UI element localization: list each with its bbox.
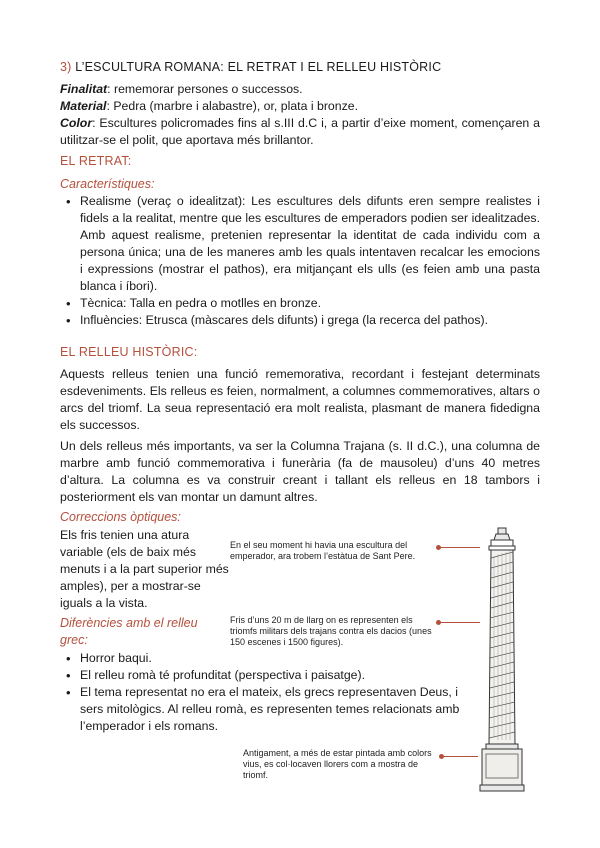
relleu-paragraph-1: Aquests relleus tenien una funció rememorativa, recordant i festejant determinats esdeveniments. Els relleus es feien, normalment, a columnes commemoratives, altars o arcs del triomf. La seua representació era molt realista, plasmant de manera fidedigna els successos. [60, 367, 540, 432]
list-item: • Influències: Etrusca (màscares dels difunts) i grega (la recerca del pathos). [60, 312, 540, 329]
list-item: • El tema representat no era el mateix, els grecs representaven Deus, i sers mitològics. Al relleu romà, es representen temes relacionats amb l’emperador i els romans. [60, 684, 460, 735]
list-item: • Horror baqui. [60, 650, 460, 667]
finalitat-text: : rememorar persones o successos. [107, 82, 303, 96]
correccions-heading: Correccions òptiques: [60, 510, 181, 524]
color-line [60, 115, 540, 149]
list-item: • Realisme (veraç o idealitzat): Les escultures dels difunts eren sempre realistes i fidels a la realitat, mentre que les escultures de emperadors podien ser idealitzades. Amb aquest realisme, pretenien representar la identitat de cada individu com a persona única; una de les maneres amb les quals intentaven recalcar les emocions i expressions (mostrar el pathos), era mitjançant els ulls (es feien amb una pasta blanca i íbori). [60, 193, 540, 295]
annotation-bottom: Antigament, a més de estar pintada amb colors vius, es col·locaven llorers com a mostra de triomf. [243, 748, 432, 780]
relleu-heading: EL RELLEU HISTÒRIC: [60, 345, 198, 359]
page-title [60, 60, 540, 74]
annotation-top: En el seu moment hi havia una escultura del emperador, ara trobem l’estàtua de Sant Pere. [230, 540, 416, 561]
title-text: L’ESCULTURA ROMANA: EL RETRAT I EL RELLEU HISTÒRIC [75, 60, 442, 74]
retrat-list [60, 193, 540, 329]
material-text: : Pedra (marbre i alabastre), or, plata i bronze. [106, 99, 359, 113]
correccions-text: Els fris tenien una atura variable (els de baix més menuts i a la part superior més amples), per a mostrar-se iguals a la vista. [60, 528, 229, 610]
finalitat-line [60, 81, 540, 98]
title-number: 3) [60, 60, 72, 74]
retrat-heading: EL RETRAT: [60, 154, 132, 168]
diferencies-list [60, 650, 460, 735]
list-item: • El relleu romà té profunditat (perspectiva i paisatge). [60, 667, 460, 684]
relleu-paragraph-2: Un dels relleus més importants, va ser la Columna Trajana (s. II d.C.), una columna de marbre amb funció commemorativa i funerària (fa de mausoleu) d’uns 40 metres d’altura. La columna es va construir creant i tallant els relleus en 18 tambors i posteriorment els van montar un damunt altres. [60, 439, 540, 504]
annotation-middle: Fris d’uns 20 m de llarg on es representen els triomfs militars dels trajans contra els dacios (unes 150 escenes i 1500 figures). [230, 615, 432, 647]
material-line [60, 98, 540, 115]
diferencies-heading: Diferències amb el relleu grec: [60, 616, 198, 647]
retrat-subheading: Característiques: [60, 177, 155, 191]
list-item: • Tècnica: Talla en pedra o motlles en bronze. [60, 295, 540, 312]
color-text: : Escultures policromades fins al s.III d.C i, a partir d’eixe moment, començaren a utilitzar-se el polit, que aportava més brillantor. [60, 116, 540, 147]
color-label: Color [60, 116, 93, 130]
finalitat-label: Finalitat [60, 82, 108, 96]
trajan-column-illustration [472, 526, 532, 796]
material-label: Material [60, 99, 107, 113]
